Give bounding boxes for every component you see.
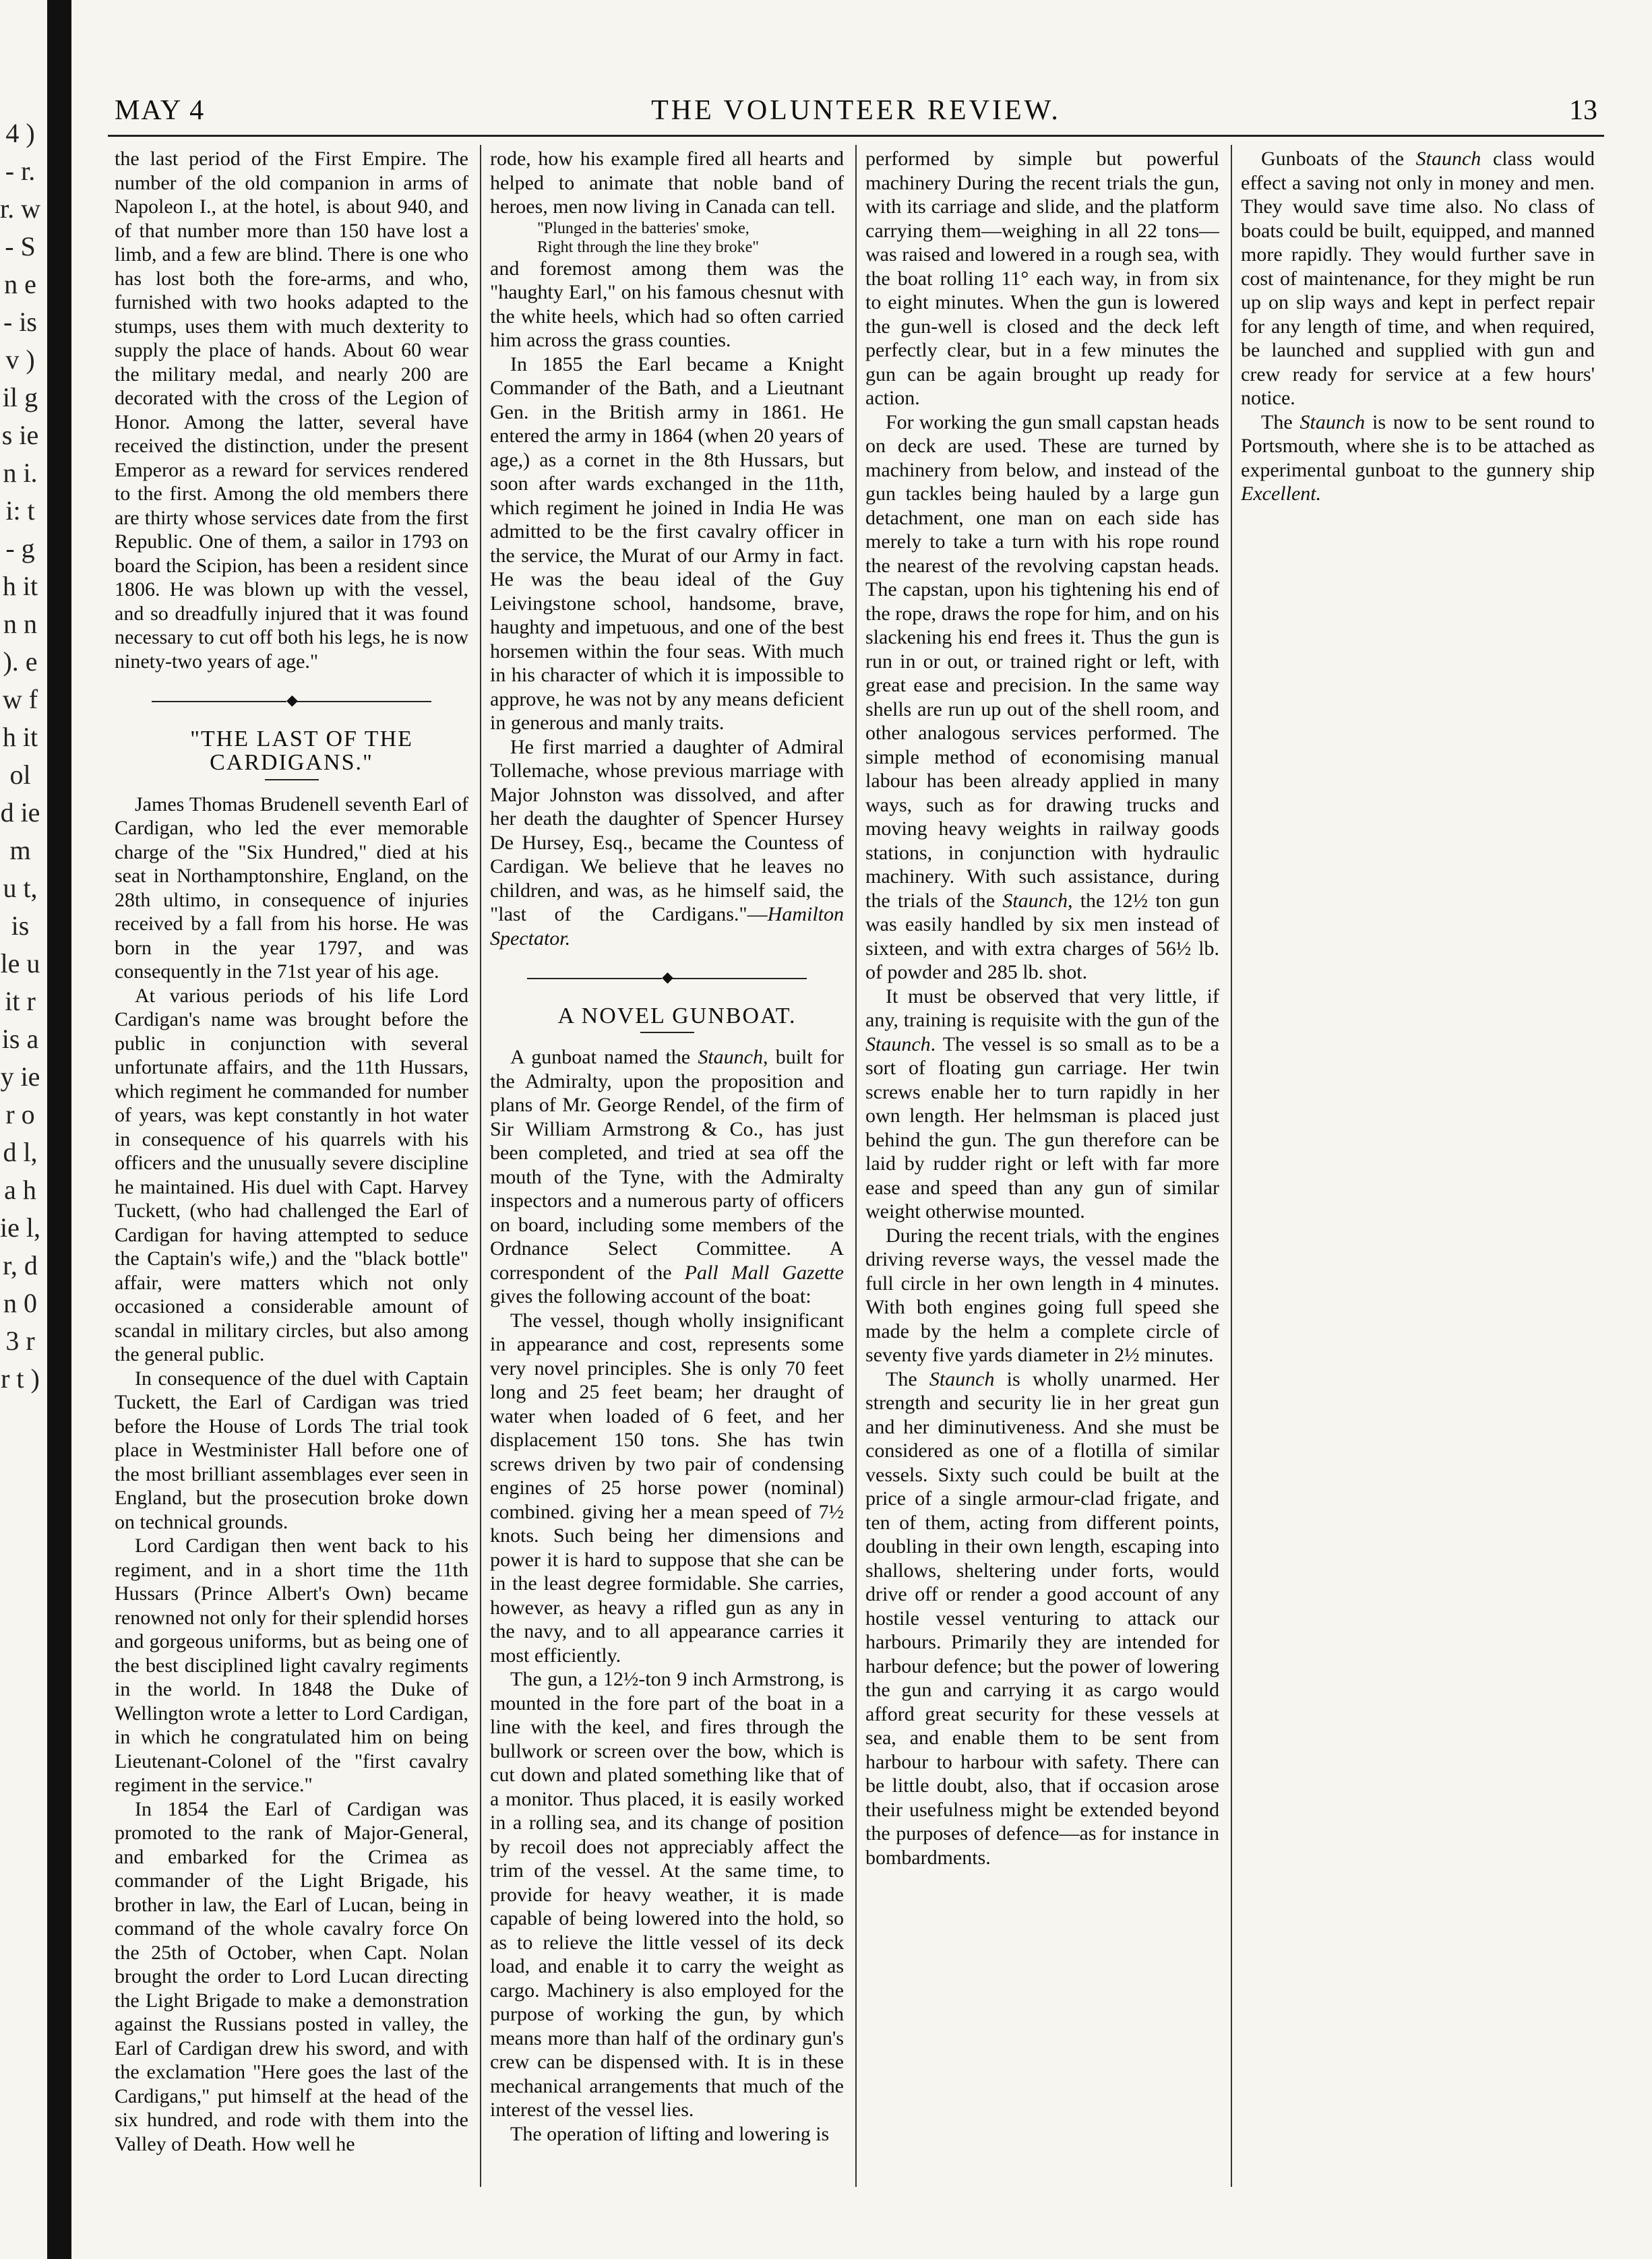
paragraph: James Thomas Brudenell seventh Earl of Cardigan, who led the ever memorable charge of the "Six Hundred," died at his seat in Northamptonshire, England, on the 28th ultimo, in consequence of injuries received by a fall from his horse. He was born in the year 1797, and was consequently in the 71st year of his age. <box>115 793 468 983</box>
text-run: . The vessel is so small as to be a sort of floating gun carriage. Her twin screws enable her to turn rapidly in her own length. Her helmsman is placed just behind the gun. The gun therefore can be laid by rudder right or left with far more ease and speed than any gun of similar weight otherwise mounted. <box>865 1032 1219 1223</box>
paragraph: During the recent trials, with the engines driving reverse ways, the vessel made the full circle in her own length in 4 minutes. With both engines going full speed she made by the helm a complete circle of seventy five yards diameter in 2½ minutes. <box>865 1224 1219 1366</box>
header-page-number: 13 <box>1569 95 1597 126</box>
ship-name: Staunch <box>1002 889 1068 912</box>
text-run: The <box>886 1367 929 1390</box>
header-date: MAY 4 <box>115 95 206 126</box>
column-3 <box>865 147 1219 2182</box>
article-heading: A NOVEL GUNBOAT. <box>557 1003 797 1028</box>
adjacent-page-margin: 4 ) - r. r. w - S n e - is v ) il g s ie n i. i: t - g h it n n ). e w f h it ol d ie m u t, is le u it r is a y ie r o d l, a h ie l, r, d n 0 3 r r t ) <box>0 118 40 1394</box>
section-divider: ◆ <box>115 688 468 712</box>
ship-name: Staunch <box>865 1032 931 1055</box>
paragraph: rode, how his example fired all hearts and helped to animate that noble band of heroes, men now living in Canada can tell. <box>490 148 844 218</box>
column-1 <box>115 147 468 2182</box>
header-title: THE VOLUNTEER REVIEW. <box>651 95 1061 126</box>
verse-line: "Plunged in the batteries' smoke, <box>537 219 749 237</box>
text-run: For working the gun small capstan heads on deck are used. These are turned by machinery from below, and instead of the gun tackles being hauled by a large gun detachment, one man on each side has merely to take a turn with his rope round the nearest of the revolving capstan heads. The capstan, upon his tightening his end of the rope, draws the rope for him, and on his slackening his end frees it. Thus the gun is run in or out, or trained right or left, with great ease and precision. In the same way shells are run up out of the shell room, and other analogous services performed. The simple method of economising manual labour has been already applied in many ways, such as for drawing trucks and moving heavy weights in railway goods stations, in conjunction with hydraulic machinery. With such assistance, during the trials of the <box>865 410 1219 912</box>
paragraph: and foremost among them was the "haughty Earl," on his famous chesnut with the white heels, which had so often carried him across the grass counties. <box>490 257 844 351</box>
column-4 <box>1241 147 1595 2182</box>
text-run: The <box>1261 410 1300 433</box>
heading-rule <box>265 779 319 780</box>
text-run: class would effect a saving not only in money and men. They would save time also. No class of boats could be built, equipped, and manned more rapidly. They would further save in cost of maintenance, for they might be run up on slip ways and kept in perfect repair for any length of time, and when required, be launched and supplied with gun and crew ready for service at a few hours' notice. <box>1241 148 1595 409</box>
binding-shadow <box>47 0 71 2259</box>
verse-line: Right through the line they broke" <box>537 238 760 256</box>
paragraph <box>1241 147 1595 410</box>
paragraph: In 1855 the Earl became a Knight Commander of the Bath, and a Lieutnant Gen. in the British army in 1861. He entered the army in 1864 (when 20 years of age,) as a cornet in the 8th Hussars, but soon after wards exchanged in the 11th, which regiment he joined in India He was admitted to be the first cavalry officer in the service, the Murat of our Army in fact. He was the beau ideal of the Guy Leivingstone school, handsome, brave, haughty and impetuous, and one of the best horsemen within the four seas. With much in his character of which it is impossible to approve, he was not by any means deficient in generous and manly traits. <box>490 352 844 734</box>
text-run: is now to be sent round to Portsmouth, where she is to be attached as experimental gunboat to the gunnery ship <box>1241 410 1595 481</box>
paragraph: the last period of the First Empire. The number of the old companion in arms of Napoleon I., at the hotel, is about 940, and of that number more than 150 have lost a limb, and a few are blind. There is one who has lost both the fore-arms, and who, furnished with two hooks adapted to the stumps, uses them with much dexterity to supply the place of hands. About 60 wear the military medal, and nearly 200 are decorated with the cross of the Legion of Honor. Among the latter, several have received the distinction, under the present Emperor as a reward for services rendered to the first. Among the old members there are thirty whose services date from the first Republic. One of them, a sailor in 1793 on board the Scipion, has been a resident since 1806. He was blown up with the vessel, and so dreadfully injured that it was found necessary to cut off both his legs, he is now ninety-two years of age." <box>115 148 468 673</box>
article-heading: "THE LAST OF THE CARDIGANS." <box>190 726 413 775</box>
paragraph <box>490 1045 844 1309</box>
paragraph <box>865 985 1219 1224</box>
paragraph: In consequence of the duel with Captain Tuckett, the Earl of Cardigan was tried before the House of Lords The trial took place in Westminister Hall before one of the most brilliant assemblages ever seen in England, but the prosecution broke down on technical grounds. <box>115 1367 468 1533</box>
column-rule <box>1231 145 1232 2187</box>
paragraph <box>865 1367 1219 1870</box>
header-rule <box>108 135 1604 137</box>
paragraph: At various periods of his life Lord Cardigan's name was brought before the public in conjunction with several unfortunate affairs, and the 11th Hussars, which regiment he commanded for number of years, was kept constantly in hot water in consequence of his quarrels with his officers and the unusually severe discipline he maintained. His duel with Capt. Harvey Tuckett, (who had challenged the Earl of Cardigan for having attempted to seduce the Captain's wife,) and the "black bottle" affair, were matters which not only occasioned a considerable amount of scandal in military circles, but also among the general public. <box>115 984 468 1365</box>
source-credit: Hamilton Spectator. <box>490 903 844 950</box>
paragraph: The vessel, though wholly insignificant in appearance and cost, represents some very novel principles. She is only 70 feet long and 25 feet beam; her draught of water when loaded of 6 feet, and her displacement 150 tons. She has twin screws driven by two pair of condensing engines of 25 horse power (nominal) combined. giving her a mean speed of 7½ knots. Such being her dimensions and power it is hard to suppose that she can be in the least degree formidable. She carries, however, as heavy a rifled gun as any in the navy, and to all appearance carries it most efficiently. <box>490 1309 844 1667</box>
paragraph <box>1241 410 1595 506</box>
text-run: Gunboats of the <box>1261 148 1416 170</box>
text-run: , built for the Admiralty, upon the proposition and plans of Mr. George Rendel, of the firm of Sir William Armstrong & Co., has just been completed, and tried at sea off the mouth of the Tyne, with the Admiralty inspectors and a numerous party of officers on board, including some members of the Ordnance Select Committee. A correspondent of the <box>490 1046 844 1284</box>
ship-name: Staunch <box>1415 148 1481 170</box>
column-rule <box>480 145 481 2187</box>
text-run: , the 12½ ton gun was easily handled by six men instead of sixteen, and with extra charges of 56½ lb. of powder and 285 lb. shot. <box>865 889 1219 983</box>
ship-name: Staunch <box>698 1046 763 1068</box>
text-run: is wholly unarmed. Her strength and security lie in her great gun and her diminutiveness. And she must be considered as one of a flotilla of similar vessels. Sixty such could be built at the price of a single armour-clad frigate, and ten of them, acting from different points, doubling in their own length, escaping into shallows, sheltering under forts, would drive off or render a good account of any hostile vessel venturing to attack our harbours. Primarily they are intended for harbour defence; but the power of lowering the gun and carrying it as cargo would afford great security for these vessels at sea, and enable them to be sent from harbour to harbour with safety. There can be little doubt, also, that if occasion arose their usefulness might be extended beyond the purposes of defence—as for instance in bombardments. <box>865 1367 1219 1869</box>
paragraph <box>865 410 1219 985</box>
ship-name: Staunch <box>1299 410 1366 433</box>
paragraph: performed by simple but powerful machinery During the recent trials the gun, with its carriage and slide, and the platform carrying them—weighing in all 22 tons—was raised and lowered in a rough sea, with the boat rolling 11° each way, in from six to eight minutes. When the gun is lowered the gun-well is closed and the deck left perfectly clear, but in a few minutes the gun can be again brought up ready for action. <box>865 148 1219 409</box>
paragraph: In 1854 the Earl of Cardigan was promoted to the rank of Major-General, and embarked for the Crimea as commander of the Light Brigade, his brother in law, the Earl of Lucan, being in command of the whole cavalry force On the 25th of October, when Capt. Nolan brought the order to Lord Lucan directing the Light Brigade to make a demonstration against the Russians posted in valley, the Earl of Cardigan drew his sword, and with the exclamation "Here goes the last of the Cardigans," put himself at the head of the six hundred, and rode with them into the Valley of Death. How well he <box>115 1797 468 2155</box>
paragraph-text: He first married a daughter of Admiral Tollemache, whose previous marriage with Major Johnston was dissolved, and after her death the daughter of Spencer Hursey De Hursey, Esq., became the Countess of Cardigan. We believe that he leaves no children, and was, as he himself said, the "last of the Cardigans." <box>490 735 844 925</box>
heading-rule <box>640 1032 694 1033</box>
paragraph: The operation of lifting and lowering is <box>510 2122 830 2145</box>
paragraph: The gun, a 12½-ton 9 inch Armstrong, is mounted in the fore part of the boat in a line with the keel, and fires through the bullwork or screen over the bow, which is cut down and plated something like that of a monitor. Thus placed, it is easily worked in a rolling sea, and its change of position by recoil does not appreciably affect the trim of the vessel. At the same time, to provide for heavy weather, it is made capable of being lowered into the hold, so as to relieve the little vessel of its deck load, and enable it to carry the weight as cargo. Machinery is also employed for the purpose of working the gun, by which means more than half of the ordinary gun's crew can be dispensed with. It is in these mechanical arrangements that much of the interest of the vessel lies. <box>490 1668 844 2121</box>
paragraph: Lord Cardigan then went back to his regiment, and in a short time the 11th Hussars (Prince Albert's Own) became renowned not only for their splendid horses and gorgeous uniforms, but as being one of the best disciplined light cavalry regiments in the world. In 1848 the Duke of Wellington wrote a letter to Lord Cardigan, in which he congratulated him on being Lieutenant-Colonel of the "first cavalry regiment in the service." <box>115 1535 468 1796</box>
ship-name: Staunch <box>929 1367 995 1390</box>
newspaper-name: Pall Mall Gazette <box>684 1261 844 1284</box>
text-run: A gunboat named the <box>510 1046 698 1068</box>
column-rule <box>855 145 857 2187</box>
text-run: It must be observed that very little, if any, training is requisite with the gun of the <box>865 985 1219 1031</box>
section-divider: ◆ <box>490 965 844 989</box>
ship-name: Excellent. <box>1241 483 1322 505</box>
column-2 <box>490 147 844 2182</box>
paragraph: He first married a daughter of Admiral Tollemache, whose previous marriage with Major Johnston was dissolved, and after her death the daughter of Spencer Hursey De Hursey, Esq., became the Countess of Cardigan. We believe that he leaves no children, and was, as he himself said, the "last of the Cardigans."—Hamilton Spectator. <box>490 735 844 950</box>
text-run: gives the following account of the boat: <box>490 1285 812 1307</box>
